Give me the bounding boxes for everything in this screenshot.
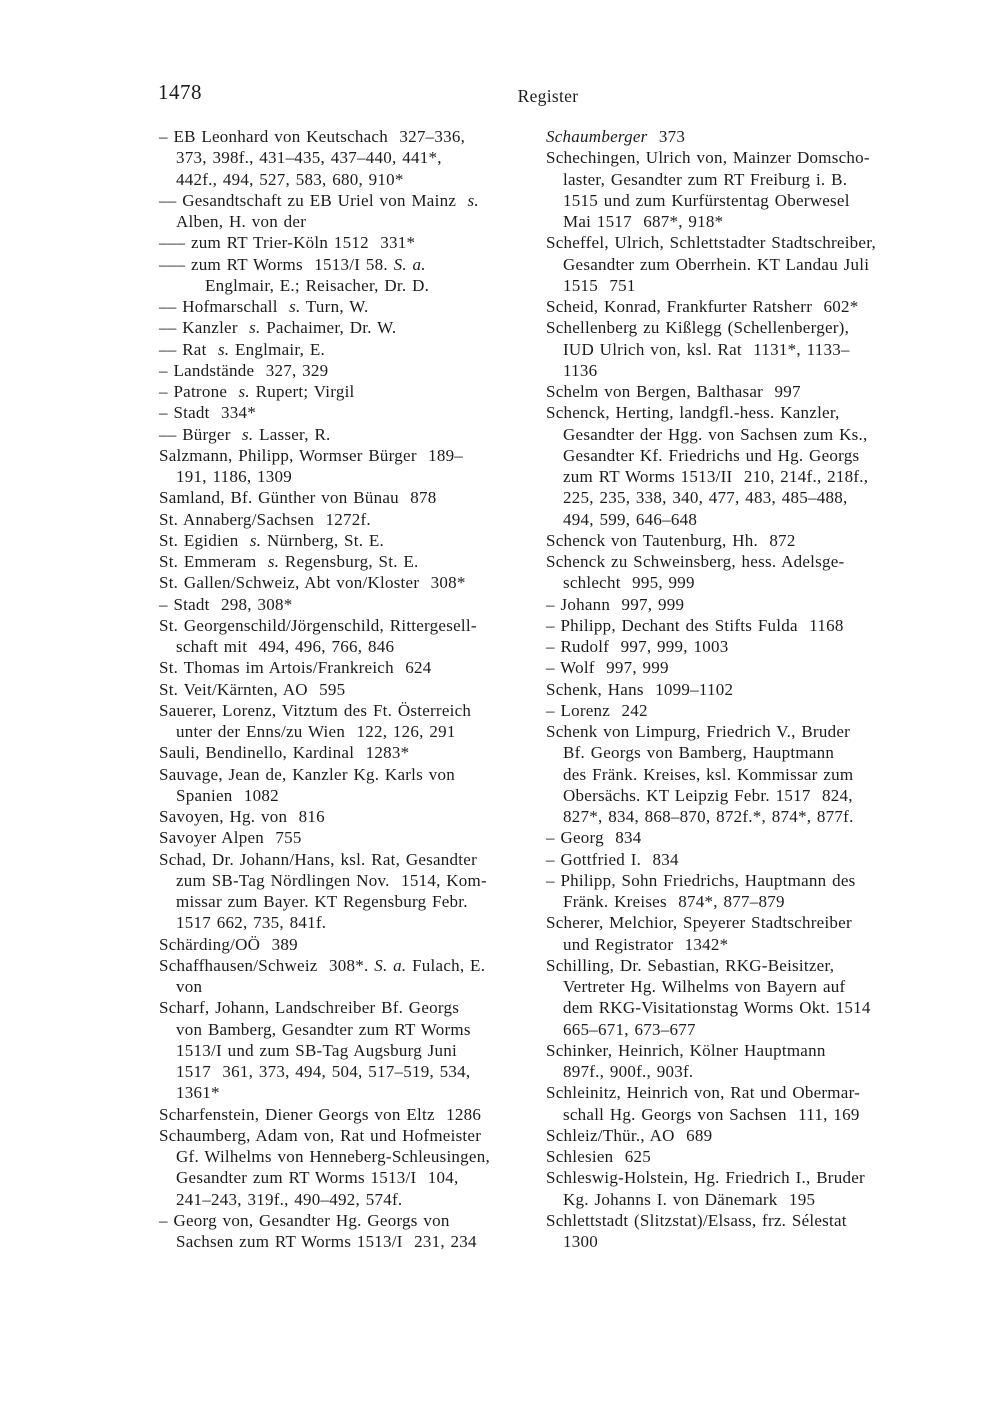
index-line — [546, 764, 941, 785]
index-text: – Johann 997, 999 — [546, 594, 685, 614]
index-line — [159, 870, 529, 891]
index-text: IUD Ulrich von, ksl. Rat 1131*, 1133– — [563, 339, 850, 359]
index-text: St. Egidien — [159, 530, 250, 550]
index-text-italic: S. a. — [393, 254, 426, 274]
index-line — [159, 827, 529, 848]
index-line — [159, 275, 529, 296]
index-line — [546, 976, 941, 997]
index-line — [159, 742, 529, 763]
index-text: Fulach, E. — [406, 955, 486, 975]
index-line — [159, 912, 529, 933]
index-text: ––– zum RT Trier-Köln 1512 331* — [159, 233, 416, 253]
index-line — [546, 190, 941, 211]
index-text: 827*, 834, 868–870, 872f.*, 874*, 877f. — [563, 807, 854, 826]
index-line — [546, 1167, 941, 1188]
index-text: des Fränk. Kreises, ksl. Kommissar zum — [563, 764, 854, 784]
index-text-italic: s. — [217, 339, 230, 359]
index-text: Schenk, Hans 1099–1102 — [546, 679, 734, 699]
index-text: Gf. Wilhelms von Henneberg-Schleusingen, — [176, 1147, 490, 1166]
index-line — [159, 530, 529, 551]
index-text: Turn, W. — [300, 297, 369, 316]
index-text: – Georg von, Gesandter Hg. Georgs von — [159, 1210, 450, 1230]
index-line — [546, 721, 941, 742]
index-line — [546, 742, 941, 763]
index-text: Schilling, Dr. Sebastian, RKG-Beisitzer, — [546, 955, 835, 975]
index-line — [546, 232, 941, 253]
index-text: Scheffel, Ulrich, Schlettstadter Stadtschreiber, — [546, 233, 876, 253]
index-text-italic: S. a. — [374, 955, 407, 975]
index-text: St. Thomas im Artois/Frankreich 624 — [159, 658, 432, 678]
index-text: – Georg 834 — [546, 828, 642, 848]
index-text: 1361* — [176, 1083, 220, 1103]
index-text: Scharfenstein, Diener Georgs von Eltz 1286 — [159, 1104, 482, 1124]
index-text: Scherer, Melchior, Speyerer Stadtschreiber — [546, 913, 852, 933]
index-text: zum SB-Tag Nördlingen Nov. 1514, Kom- — [176, 870, 487, 890]
index-text-italic: s. — [249, 318, 261, 338]
index-line — [546, 1104, 941, 1125]
index-line — [159, 1125, 529, 1146]
index-text: Spanien 1082 — [176, 785, 279, 805]
index-line — [159, 466, 529, 487]
index-text-italic: s. — [249, 530, 262, 550]
index-text: Gesandter Kf. Friedrichs und Hg. Georgs — [563, 445, 860, 465]
index-line — [159, 551, 529, 572]
index-line — [159, 934, 529, 955]
index-text: Pachaimer, Dr. W. — [260, 318, 397, 338]
index-text: Mai 1517 687*, 918* — [563, 212, 724, 231]
index-text: Schärding/OÖ 389 — [159, 934, 298, 954]
index-line — [159, 147, 529, 168]
page-number: 1478 — [158, 80, 202, 104]
index-text: schlecht 995, 999 — [563, 573, 695, 593]
index-line — [546, 657, 941, 678]
index-line — [546, 827, 941, 848]
index-text-italic: Schaumberger — [546, 127, 648, 146]
index-line — [159, 679, 529, 700]
index-line — [546, 997, 941, 1018]
index-text: 191, 1186, 1309 — [176, 467, 293, 486]
index-line — [546, 551, 941, 572]
index-line — [159, 976, 529, 997]
index-line — [546, 360, 941, 381]
index-text-italic: s. — [267, 552, 280, 571]
index-line — [546, 912, 941, 933]
index-text: Schad, Dr. Johann/Hans, ksl. Rat, Gesandter — [159, 849, 477, 869]
index-line — [159, 402, 529, 423]
index-line — [159, 1167, 529, 1188]
index-text: Schleinitz, Heinrich von, Rat und Obermar- — [546, 1083, 861, 1103]
index-line — [546, 806, 941, 827]
index-text: von Bamberg, Gesandter zum RT Worms — [176, 1019, 471, 1039]
index-line — [159, 1082, 529, 1103]
index-text: 1300 — [563, 1232, 598, 1251]
index-line — [159, 955, 529, 976]
index-text: Alben, H. von der — [176, 212, 307, 231]
index-line — [546, 317, 941, 338]
index-text: zum RT Worms 1513/II 210, 214f., 218f., — [563, 467, 869, 486]
index-text: Schlettstadt (Slitzstat)/Elsass, frz. Sélestat — [546, 1210, 847, 1230]
index-text: –– Rat — [159, 339, 218, 359]
index-text: – Philipp, Sohn Friedrichs, Hauptmann des — [546, 870, 856, 890]
index-text: Schaffhausen/Schweiz 308*. — [159, 955, 375, 975]
index-text: Schaumberg, Adam von, Rat und Hofmeister — [159, 1125, 482, 1145]
index-text: – Gottfried I. 834 — [546, 849, 679, 869]
index-text: Savoyer Alpen 755 — [159, 828, 302, 848]
index-line — [159, 891, 529, 912]
index-text: Sauli, Bendinello, Kardinal 1283* — [159, 743, 410, 763]
index-line — [159, 1189, 529, 1210]
index-line — [546, 1189, 941, 1210]
index-text: von — [176, 977, 203, 996]
index-text: 442f., 494, 527, 583, 680, 910* — [176, 169, 404, 189]
index-line — [546, 296, 941, 317]
index-line — [546, 955, 941, 976]
index-text: 1513/I und zum SB-Tag Augsburg Juni — [176, 1040, 457, 1060]
index-line — [546, 1082, 941, 1103]
index-line — [546, 891, 941, 912]
index-text: laster, Gesandter zum RT Freiburg i. B. — [563, 169, 848, 189]
index-text: ––– zum RT Worms 1513/I 58. — [159, 254, 394, 274]
index-line — [159, 1104, 529, 1125]
index-line — [159, 785, 529, 806]
index-text: 665–671, 673–677 — [563, 1019, 696, 1039]
index-text: Schlesien 625 — [546, 1147, 652, 1166]
index-text-italic: s. — [289, 297, 301, 316]
index-line — [546, 402, 941, 423]
index-line — [546, 487, 941, 508]
index-line — [159, 509, 529, 530]
index-text: 494, 599, 646–648 — [563, 509, 698, 529]
index-text-italic: s. — [467, 190, 479, 210]
index-text: St. Veit/Kärnten, AO 595 — [159, 679, 346, 699]
index-text: –– Bürger — [159, 424, 242, 444]
index-line — [546, 1125, 941, 1146]
index-text: Gesandter der Hgg. von Sachsen zum Ks., — [563, 424, 868, 444]
index-text: Scheid, Konrad, Frankfurter Ratsherr 602* — [546, 297, 859, 316]
index-text: 373, 398f., 431–435, 437–440, 441*, — [176, 148, 442, 168]
index-line — [159, 211, 529, 232]
index-text: Schelm von Bergen, Balthasar 997 — [546, 382, 801, 401]
index-text: missar zum Bayer. KT Regensburg Febr. — [176, 892, 468, 911]
index-text: – Wolf 997, 999 — [546, 658, 669, 678]
index-line — [546, 572, 941, 593]
index-text: Schechingen, Ulrich von, Mainzer Domscho- — [546, 148, 870, 168]
index-line — [159, 1040, 529, 1061]
index-line — [546, 700, 941, 721]
index-text: Vertreter Hg. Wilhelms von Bayern auf — [563, 977, 846, 996]
index-text: – Philipp, Dechant des Stifts Fulda 1168 — [546, 615, 844, 635]
index-text: – Rudolf 997, 999, 1003 — [546, 637, 729, 656]
index-line — [159, 572, 529, 593]
index-text: 1515 und zum Kurfürstentag Oberwesel — [563, 190, 850, 210]
index-line — [159, 806, 529, 827]
index-line — [546, 339, 941, 360]
index-line — [159, 360, 529, 381]
index-text: 1515 751 — [563, 275, 636, 295]
index-text: und Registrator 1342* — [563, 934, 729, 954]
index-line — [159, 487, 529, 508]
index-text: St. Georgenschild/Jörgenschild, Rittergesell- — [159, 615, 477, 635]
index-line — [546, 679, 941, 700]
index-text: Nürnberg, St. E. — [261, 530, 385, 550]
index-text: Schleswig-Holstein, Hg. Friedrich I., Bruder — [546, 1168, 865, 1188]
index-line — [546, 1146, 941, 1167]
index-column-right — [546, 126, 941, 1252]
index-text: Schenck zu Schweinsberg, hess. Adelsge- — [546, 552, 845, 571]
index-line — [546, 424, 941, 445]
index-line — [546, 147, 941, 168]
index-text-italic: s. — [238, 382, 250, 401]
index-line — [159, 169, 529, 190]
index-text: Salzmann, Philipp, Wormser Bürger 189– — [159, 445, 464, 465]
index-line — [546, 1210, 941, 1231]
index-line — [546, 275, 941, 296]
index-text: Schinker, Heinrich, Kölner Hauptmann — [546, 1040, 826, 1060]
index-line — [159, 232, 529, 253]
index-text: Englmair, E.; Reisacher, Dr. D. — [205, 275, 430, 295]
index-text: Sauerer, Lorenz, Vitztum des Ft. Österreich — [159, 700, 472, 720]
index-line — [546, 445, 941, 466]
index-line — [159, 700, 529, 721]
index-line — [159, 997, 529, 1018]
index-line — [159, 317, 529, 338]
index-text: – Lorenz 242 — [546, 700, 648, 720]
index-text: Englmair, E. — [229, 339, 325, 359]
index-text: unter der Enns/zu Wien 122, 126, 291 — [176, 722, 456, 741]
index-text: – Stadt 298, 308* — [159, 594, 293, 614]
index-text: Scharf, Johann, Landschreiber Bf. Georgs — [159, 998, 460, 1018]
index-text: Regensburg, St. E. — [279, 552, 419, 571]
index-text: – Stadt 334* — [159, 403, 257, 423]
index-text: 1136 — [563, 360, 598, 380]
index-line — [546, 594, 941, 615]
index-line — [546, 785, 941, 806]
index-text: 373 — [647, 127, 686, 146]
index-line — [546, 849, 941, 870]
index-line — [159, 1231, 529, 1252]
index-text: Gesandter zum RT Worms 1513/I 104, — [176, 1168, 459, 1188]
index-line — [159, 1210, 529, 1231]
index-line — [159, 849, 529, 870]
index-line — [546, 211, 941, 232]
index-text: –– Kanzler — [159, 318, 250, 338]
index-text: St. Annaberg/Sachsen 1272f. — [159, 509, 371, 529]
index-line — [159, 126, 529, 147]
index-line — [159, 657, 529, 678]
index-column-left — [159, 126, 529, 1252]
index-text: Schenk von Limpurg, Friedrich V., Bruder — [546, 722, 851, 741]
index-line — [546, 934, 941, 955]
index-text: Sauvage, Jean de, Kanzler Kg. Karls von — [159, 764, 455, 784]
index-line — [546, 1061, 941, 1082]
index-line — [159, 721, 529, 742]
index-text: Fränk. Kreises 874*, 877–879 — [563, 892, 785, 911]
index-text-italic: s. — [242, 424, 254, 444]
index-text: Gesandter zum Oberrhein. KT Landau Juli — [563, 254, 870, 274]
index-text: Bf. Georgs von Bamberg, Hauptmann — [563, 743, 835, 763]
index-line — [159, 424, 529, 445]
index-text: St. Gallen/Schweiz, Abt von/Kloster 308* — [159, 573, 466, 593]
index-line — [159, 1061, 529, 1082]
index-text: 1517 361, 373, 494, 504, 517–519, 534, — [176, 1062, 471, 1081]
index-text: Sachsen zum RT Worms 1513/I 231, 234 — [176, 1232, 477, 1251]
index-line — [159, 381, 529, 402]
index-line — [159, 764, 529, 785]
index-line — [159, 615, 529, 636]
index-line — [546, 1019, 941, 1040]
index-text: Lasser, R. — [253, 424, 331, 444]
index-text: Savoyen, Hg. von 816 — [159, 807, 325, 826]
index-line — [546, 169, 941, 190]
index-text: dem RKG-Visitationstag Worms Okt. 1514 — [563, 998, 871, 1018]
index-line — [546, 509, 941, 530]
index-text: – Patrone — [159, 382, 239, 401]
index-line — [159, 445, 529, 466]
index-line — [159, 636, 529, 657]
index-line — [546, 615, 941, 636]
index-line — [159, 1146, 529, 1167]
index-text: Schleiz/Thür., AO 689 — [546, 1125, 713, 1145]
index-text: St. Emmeram — [159, 552, 268, 571]
index-text: –– Hofmarschall — [159, 297, 290, 316]
index-line — [159, 1019, 529, 1040]
index-text: Samland, Bf. Günther von Bünau 878 — [159, 488, 437, 508]
index-line — [159, 254, 529, 275]
index-line — [546, 254, 941, 275]
index-text: Schenck, Herting, landgfl.-hess. Kanzler, — [546, 403, 840, 423]
index-text: – Landstände 327, 329 — [159, 360, 329, 380]
index-line — [546, 870, 941, 891]
index-text: 897f., 900f., 903f. — [563, 1062, 694, 1081]
index-line — [159, 594, 529, 615]
index-line — [546, 1231, 941, 1252]
index-text: – EB Leonhard von Keutschach 327–336, — [159, 127, 466, 146]
index-line — [546, 636, 941, 657]
index-text: Kg. Johanns I. von Dänemark 195 — [563, 1189, 816, 1209]
index-line — [546, 466, 941, 487]
index-text: Rupert; Virgil — [249, 382, 355, 401]
index-text: 1517 662, 735, 841f. — [176, 913, 327, 933]
index-text: schaft mit 494, 496, 766, 846 — [176, 637, 395, 656]
index-text: Schellenberg zu Kißlegg (Schellenberger), — [546, 318, 850, 338]
index-text: schall Hg. Georgs von Sachsen 111, 169 — [563, 1104, 860, 1124]
index-text: Obersächs. KT Leipzig Febr. 1517 824, — [563, 785, 853, 805]
index-line — [159, 339, 529, 360]
index-text: Schenck von Tautenburg, Hh. 872 — [546, 530, 796, 550]
index-text: –– Gesandtschaft zu EB Uriel von Mainz — [159, 190, 468, 210]
index-text: 241–243, 319f., 490–492, 574f. — [176, 1189, 403, 1209]
index-line — [159, 296, 529, 317]
index-line — [546, 381, 941, 402]
index-text: 225, 235, 338, 340, 477, 483, 485–488, — [563, 488, 848, 508]
index-line — [159, 190, 529, 211]
index-line — [546, 530, 941, 551]
index-line — [546, 1040, 941, 1061]
running-title: Register — [517, 86, 579, 106]
index-line — [546, 126, 941, 147]
